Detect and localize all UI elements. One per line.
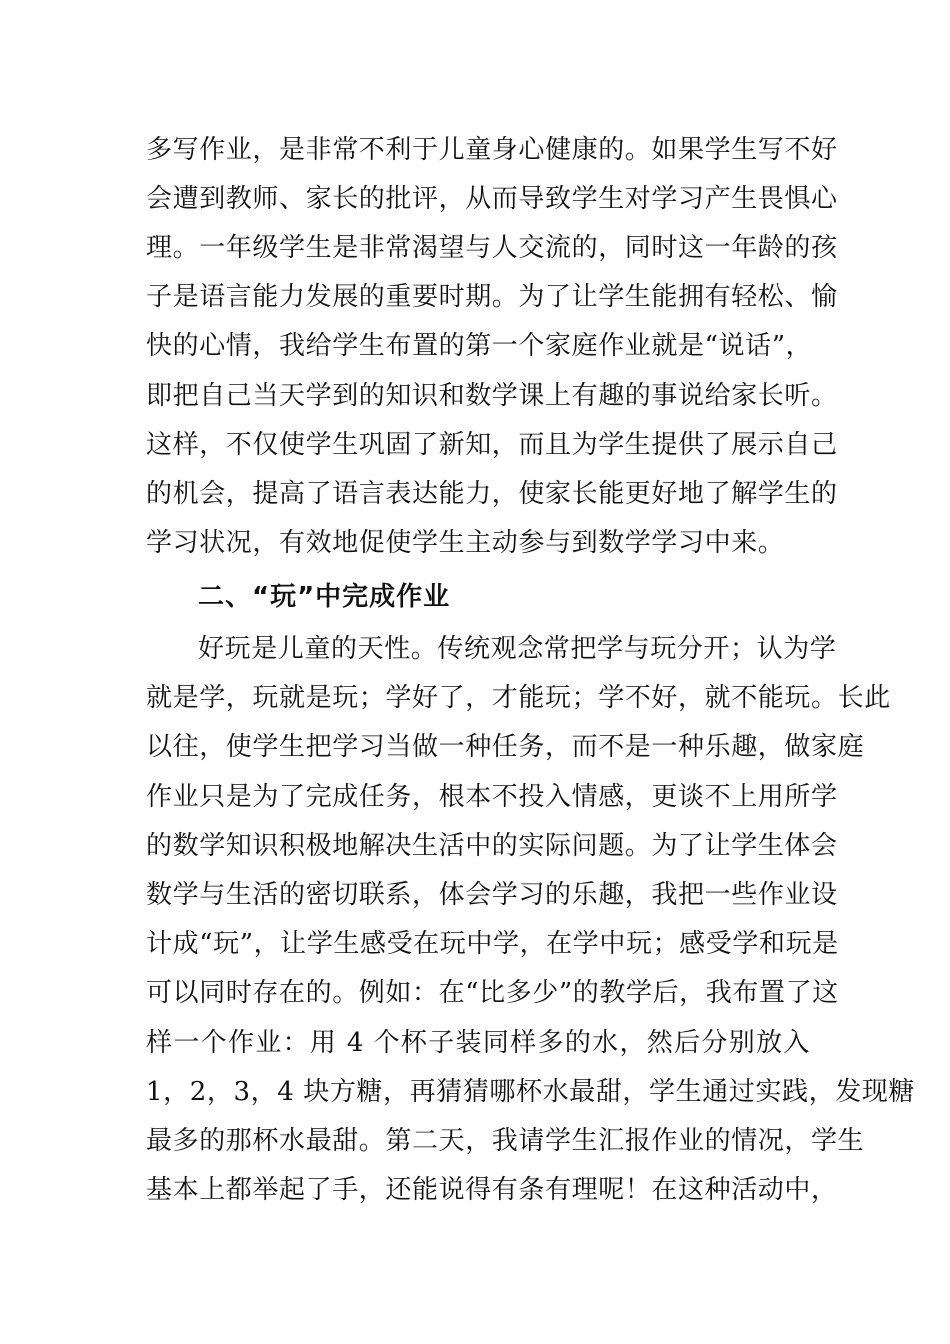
paragraph-line: 计成“玩”，让学生感受在玩中学，在学中玩；感受学和玩是 [146, 929, 839, 959]
section-heading: 二、“玩”中完成作业 [198, 582, 451, 612]
paragraph-line: 基本上都举起了手，还能说得有条有理呢！在这种活动中， [146, 1175, 838, 1205]
paragraph-line: 的机会，提高了语言表达能力，使家长能更好地了解学生的 [146, 479, 838, 509]
paragraph-line: 子是语言能力发展的重要时期。为了让学生能拥有轻松、愉 [146, 282, 838, 312]
paragraph-line: 快的心情，我给学生布置的第一个家庭作业就是“说话”， [146, 331, 813, 361]
paragraph-line: 以往，使学生把学习当做一种任务，而不是一种乐趣，做家庭 [146, 732, 865, 762]
paragraph-line: 理。一年级学生是非常渴望与人交流的，同时这一年龄的孩 [146, 233, 838, 263]
paragraph-line: 最多的那杯水最甜。第二天，我请学生汇报作业的情况，学生 [146, 1126, 865, 1156]
paragraph-line: 这样，不仅使学生巩固了新知，而且为学生提供了展示自己 [146, 430, 838, 460]
paragraph-line: 样一个作业：用 4 个杯子装同样多的水，然后分别放入 [146, 1028, 810, 1058]
paragraph-line: 多写作业，是非常不利于儿童身心健康的。如果学生写不好 [146, 135, 838, 165]
paragraph-line: 好玩是儿童的天性。传统观念常把学与玩分开；认为学 [198, 634, 837, 664]
paragraph-line: 就是学，玩就是玩；学好了，才能玩；学不好，就不能玩。长此 [146, 683, 891, 713]
paragraph-line: 学习状况，有效地促使学生主动参与到数学学习中来。 [146, 528, 785, 558]
paragraph-line: 会遭到教师、家长的批评，从而导致学生对学习产生畏惧心 [146, 184, 838, 214]
paragraph-line: 可以同时存在的。例如：在“比多少”的教学后，我布置了这 [146, 978, 839, 1008]
paragraph-line: 的数学知识积极地解决生活中的实际问题。为了让学生体会 [146, 831, 838, 861]
paragraph-line: 1，2，3，4 块方糖，再猜猜哪杯水最甜，学生通过实践，发现糖 [146, 1077, 916, 1107]
paragraph-line: 作业只是为了完成任务，根本不投入情感，更谈不上用所学 [146, 782, 838, 812]
paragraph-line: 数学与生活的密切联系，体会学习的乐趣，我把一些作业设 [146, 880, 838, 910]
paragraph-line: 即把自己当天学到的知识和数学课上有趣的事说给家长听。 [146, 381, 838, 411]
